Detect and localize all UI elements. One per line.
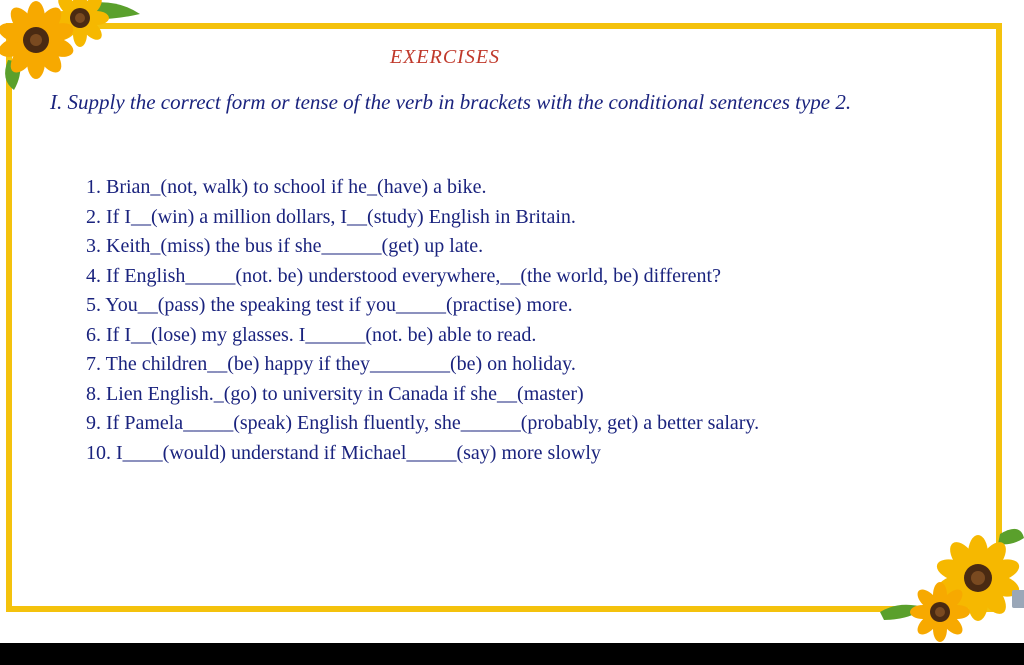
exercise-item-5: 5. You__(pass) the speaking test if you_____(practise) more. xyxy=(86,294,573,316)
exercise-item-1: 1. Brian_(not, walk) to school if he_(have) a bike. xyxy=(86,176,487,198)
video-bottom-bar xyxy=(0,643,1024,665)
exercise-item-10: 10. I____(would) understand if Michael_____(say) more slowly xyxy=(86,441,601,464)
exercise-list xyxy=(86,173,759,468)
exercise-item-7: 7. The children__(be) happy if they________(be) on holiday. xyxy=(86,353,576,375)
page-title: EXERCISES xyxy=(389,46,501,68)
scroll-handle[interactable] xyxy=(1012,590,1024,608)
exercise-instruction: I. Supply the correct form or tense of the verb in brackets with the conditional sentences type 2. xyxy=(50,90,852,114)
exercise-item-2: 2. If I__(win) a million dollars, I__(study) English in Britain. xyxy=(86,205,576,228)
sunflower-top-left-decoration xyxy=(0,0,150,90)
exercise-item-8: 8. Lien English._(go) to university in Canada if she__(master) xyxy=(86,382,584,405)
exercise-item-3: 3. Keith_(miss) the bus if she______(get) up late. xyxy=(86,235,484,257)
exercise-item-9: 9. If Pamela_____(speak) English fluently, she______(probably, get) a better salary. xyxy=(86,412,760,434)
sunflower-bottom-right-decoration xyxy=(880,520,1024,643)
exercise-item-6: 6. If I__(lose) my glasses. I______(not. be) able to read. xyxy=(86,323,537,346)
exercise-item-4: 4. If English_____(not. be) understood everywhere,__(the world, be) different? xyxy=(86,264,721,287)
